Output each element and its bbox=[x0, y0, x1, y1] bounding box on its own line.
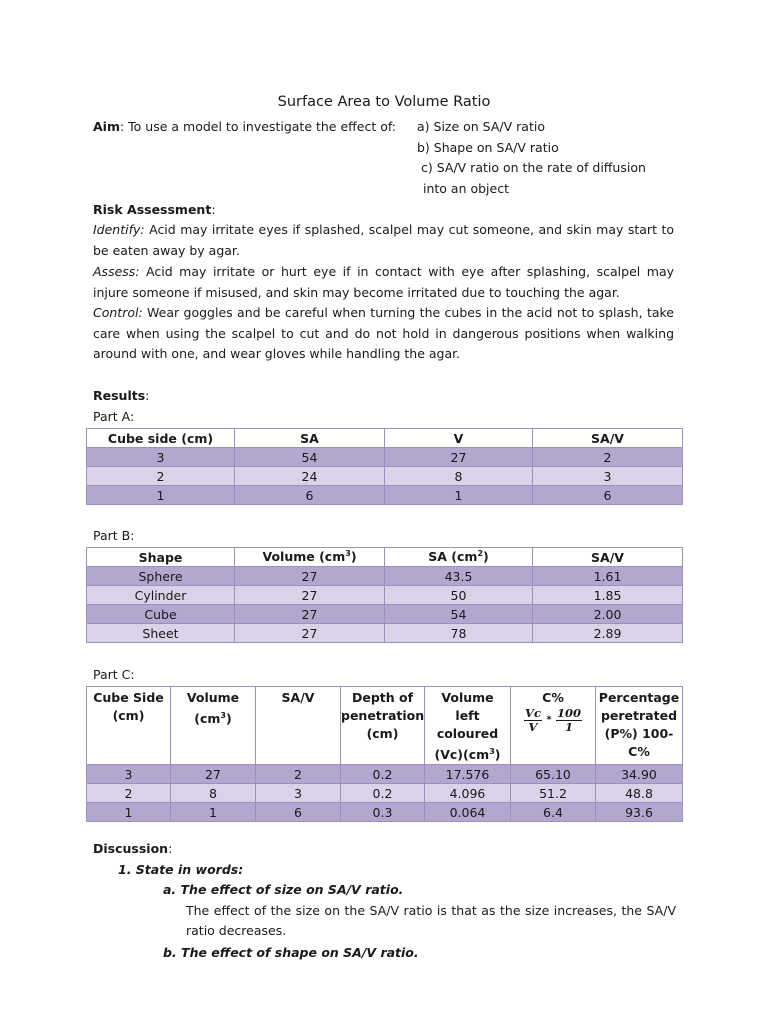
table-cell: Sphere bbox=[87, 567, 235, 586]
table-cell: 4.096 bbox=[425, 784, 511, 803]
fraction-100-1: $\frac{100}{1}$ bbox=[556, 706, 581, 734]
header-cell: Cube Side (cm) bbox=[87, 687, 171, 765]
header-cell: V bbox=[385, 429, 533, 448]
table-cell: 27 bbox=[235, 624, 385, 643]
aim-line bbox=[93, 117, 396, 137]
risk-heading: Risk Assessment: bbox=[93, 202, 216, 217]
table-cell: 27 bbox=[235, 586, 385, 605]
table-cell: Cube bbox=[87, 605, 235, 624]
results-heading: Results: bbox=[93, 388, 150, 403]
table-cell: 2 bbox=[87, 784, 171, 803]
part-b-table bbox=[86, 547, 683, 643]
header-cell: Volume left coloured $(Vc)(cm^3)$ bbox=[425, 687, 511, 765]
assess-text: Acid may irritate or hurt eye if in contact with eye after splashing, scalpel may injure someone if misused, and skin may become irritated due to touching the agar. bbox=[93, 264, 674, 300]
table-cell: 0.2 bbox=[341, 765, 425, 784]
table-cell: 3 bbox=[87, 448, 235, 467]
table-cell: 6 bbox=[235, 486, 385, 505]
table-row bbox=[87, 803, 683, 822]
table-cell: 2.89 bbox=[533, 624, 683, 643]
table-header-row bbox=[87, 429, 683, 448]
part-c-table bbox=[86, 686, 683, 822]
table-cell: 6 bbox=[533, 486, 683, 505]
table-cell: 48.8 bbox=[596, 784, 683, 803]
table-cell: 2 bbox=[533, 448, 683, 467]
part-c-label: Part C: bbox=[93, 667, 135, 682]
page-title: Surface Area to Volume Ratio bbox=[277, 94, 491, 110]
control-text: Wear goggles and be careful when turning the cubes in the acid not to splash, take care when using the scalpel to cut and do not hold in dangerous positions when walking around with one, and wear gloves while handling the agar. bbox=[93, 305, 674, 362]
table-cell: 93.6 bbox=[596, 803, 683, 822]
table-cell: 51.2 bbox=[511, 784, 596, 803]
table-row bbox=[87, 586, 683, 605]
table-cell: Sheet bbox=[87, 624, 235, 643]
aim-item-b: b) Shape on SA/V ratio bbox=[417, 140, 559, 155]
aim-text: : To use a model to investigate the effect of: bbox=[119, 119, 397, 134]
identify-text: Acid may irritate eyes if splashed, scalpel may cut someone, and skin may start to be eaten away by agar. bbox=[93, 222, 674, 258]
table-row bbox=[87, 605, 683, 624]
header-cell: SA/V bbox=[533, 548, 683, 567]
table-header-row bbox=[87, 687, 683, 765]
table-cell: 0.2 bbox=[341, 784, 425, 803]
table-cell: 27 bbox=[235, 567, 385, 586]
table-cell: 8 bbox=[385, 467, 533, 486]
table-cell: Cylinder bbox=[87, 586, 235, 605]
header-cell: Shape bbox=[87, 548, 235, 567]
aim-item-a: a) Size on SA/V ratio bbox=[417, 119, 545, 134]
identify-label: Identify: bbox=[93, 222, 145, 237]
table-cell: 54 bbox=[385, 605, 533, 624]
table-cell: 2 bbox=[256, 765, 341, 784]
table-cell: 1 bbox=[171, 803, 256, 822]
header-cell: Percentage peretrated (P%) 100- C% bbox=[596, 687, 683, 765]
header-cell: Volume $(cm^3)$ bbox=[171, 687, 256, 765]
table-cell: 3 bbox=[87, 765, 171, 784]
aim-label: Aim bbox=[93, 119, 120, 134]
table-cell: 1 bbox=[87, 486, 235, 505]
table-row bbox=[87, 486, 683, 505]
table-cell: 1 bbox=[87, 803, 171, 822]
aim-item-c-cont: into an object bbox=[423, 181, 509, 196]
discussion-qa-answer: The effect of the size on the SA/V ratio is that as the size increases, the SA/V ratio decreases. bbox=[186, 903, 676, 938]
header-cell: SA bbox=[235, 429, 385, 448]
part-a-table bbox=[86, 428, 683, 505]
table-cell: 1 bbox=[385, 486, 533, 505]
table-cell: 54 bbox=[235, 448, 385, 467]
table-header-row bbox=[87, 548, 683, 567]
discussion-heading: Discussion: bbox=[93, 841, 173, 856]
header-cell: SA/V bbox=[533, 429, 683, 448]
table-cell: 0.064 bbox=[425, 803, 511, 822]
table-cell: 8 bbox=[171, 784, 256, 803]
table-cell: 3 bbox=[533, 467, 683, 486]
table-cell: 17.576 bbox=[425, 765, 511, 784]
table-cell: 27 bbox=[235, 605, 385, 624]
header-cell: SA/V bbox=[256, 687, 341, 765]
control-label: Control: bbox=[93, 305, 143, 320]
part-b-label: Part B: bbox=[93, 528, 135, 543]
table-cell: 2 bbox=[87, 467, 235, 486]
assess-label: Assess: bbox=[93, 264, 140, 279]
table-cell: 27 bbox=[171, 765, 256, 784]
table-cell: 6 bbox=[256, 803, 341, 822]
header-cell: Cube side (cm) bbox=[87, 429, 235, 448]
table-cell: 65.10 bbox=[511, 765, 596, 784]
header-cell: SA $(cm^2)$ bbox=[385, 548, 533, 567]
table-row bbox=[87, 765, 683, 784]
header-cell: C% $\frac{Vc}{V}$ * $\frac{100}{1}$ bbox=[511, 687, 596, 765]
aim-item-c: c) SA/V ratio on the rate of diffusion bbox=[421, 160, 646, 175]
discussion-qa: a. The effect of size on SA/V ratio. bbox=[163, 882, 404, 897]
table-cell: 78 bbox=[385, 624, 533, 643]
discussion-q1: 1. State in words: bbox=[118, 862, 244, 877]
risk-identify bbox=[93, 220, 674, 261]
table-cell: 3 bbox=[256, 784, 341, 803]
table-cell: 27 bbox=[385, 448, 533, 467]
risk-control bbox=[93, 303, 674, 365]
table-row bbox=[87, 784, 683, 803]
discussion-qb: b. The effect of shape on SA/V ratio. bbox=[163, 945, 419, 960]
table-cell: 34.90 bbox=[596, 765, 683, 784]
table-cell: 0.3 bbox=[341, 803, 425, 822]
table-cell: 6.4 bbox=[511, 803, 596, 822]
header-cell: Volume $(cm^3)$ bbox=[235, 548, 385, 567]
table-cell: 24 bbox=[235, 467, 385, 486]
fraction-vc-v: $\frac{Vc}{V}$ bbox=[525, 706, 541, 734]
table-cell: 2.00 bbox=[533, 605, 683, 624]
table-cell: 1.61 bbox=[533, 567, 683, 586]
table-row bbox=[87, 448, 683, 467]
table-cell: 1.85 bbox=[533, 586, 683, 605]
table-row bbox=[87, 567, 683, 586]
table-row bbox=[87, 624, 683, 643]
table-cell: 50 bbox=[385, 586, 533, 605]
table-row bbox=[87, 467, 683, 486]
table-cell: 43.5 bbox=[385, 567, 533, 586]
risk-assess bbox=[93, 262, 674, 303]
part-a-label: Part A: bbox=[93, 409, 135, 424]
header-cell: Depth of penetration (cm) bbox=[341, 687, 425, 765]
